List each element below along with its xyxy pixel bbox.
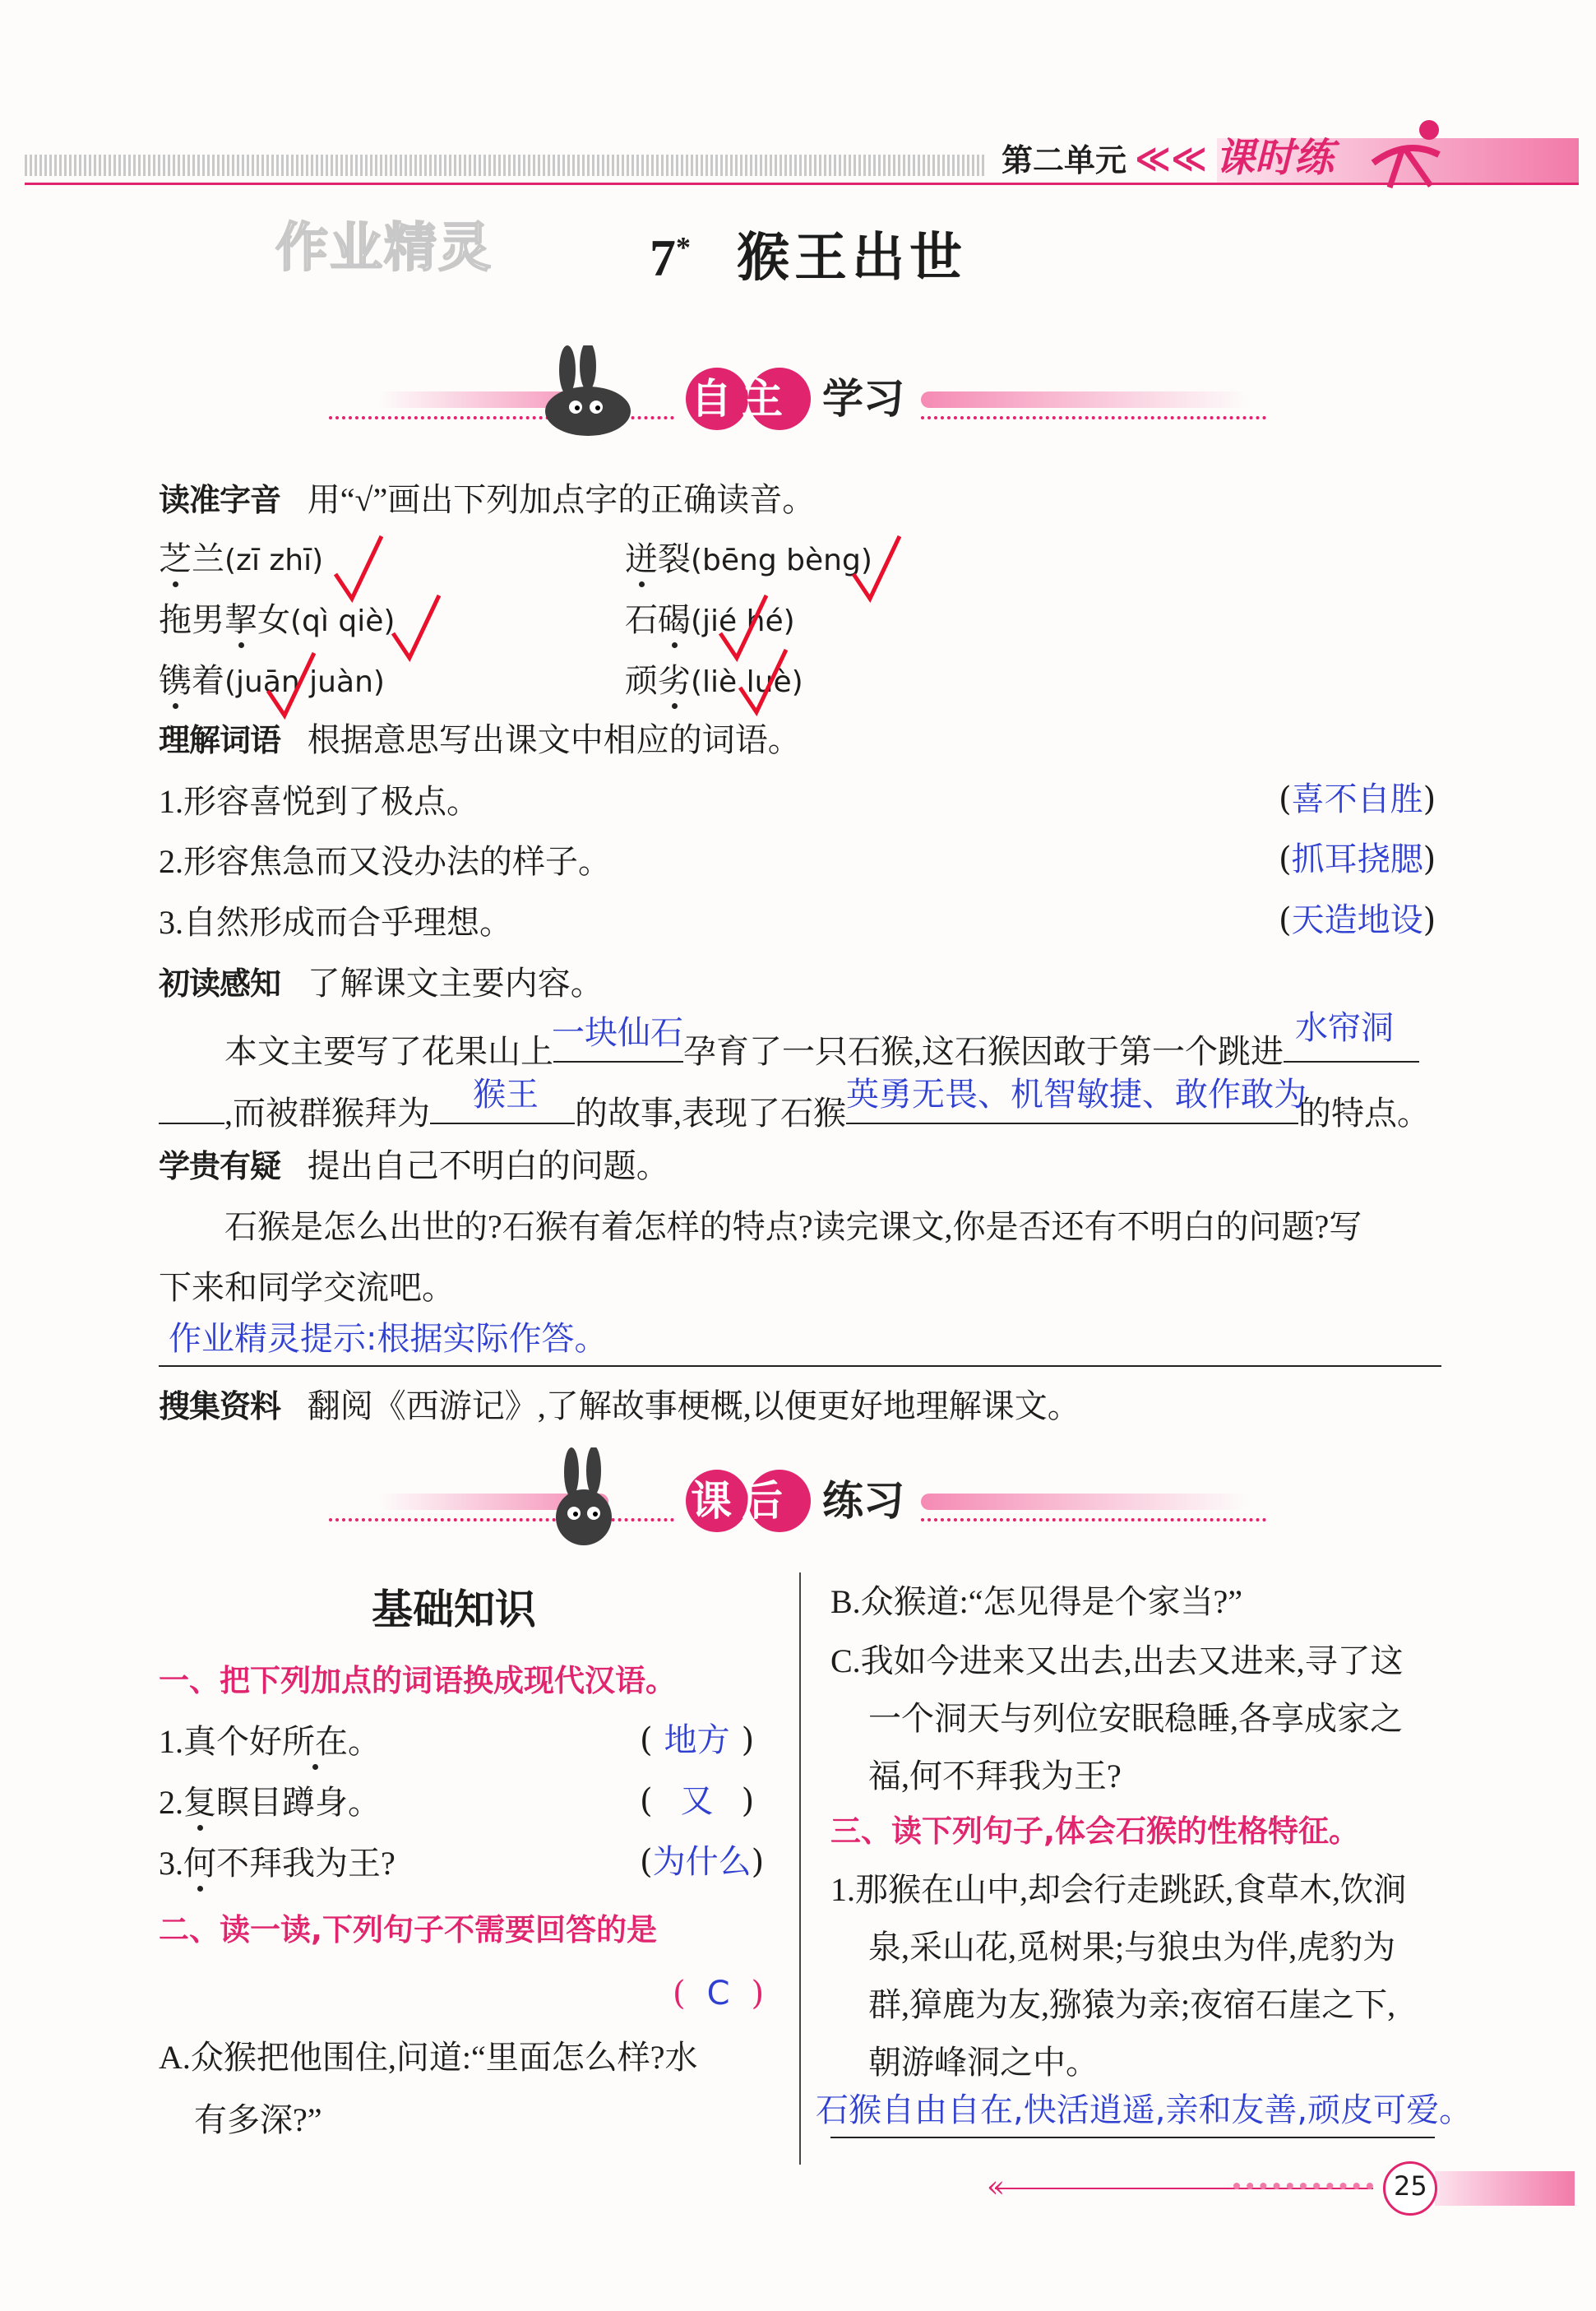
q1-answer-3: (为什么) xyxy=(640,1843,765,1881)
q2-title: 二、读一读,下列句子不需要回答的是 xyxy=(159,1912,658,1947)
dot-char: 碣 xyxy=(658,601,691,638)
s3-answer-1: 一块仙石 xyxy=(552,1014,683,1052)
q2-answer: ( C ) xyxy=(673,1975,765,2012)
s3-instruction: 了解课文主要内容。 xyxy=(307,965,604,1002)
check-mark-icon xyxy=(733,646,791,720)
banner-dots-right xyxy=(921,416,1266,419)
s2-a3: (天造地设) xyxy=(1279,901,1436,939)
q1-answer-1: ( 地方 ) xyxy=(640,1721,755,1759)
banner-title-a: 课后 xyxy=(691,1477,793,1525)
pinyin-options: (zī zhī) xyxy=(224,544,324,577)
q2-option-b: B.众猴道:“怎见得是个家当?” xyxy=(830,1583,1243,1620)
s2-q2: 2.形容焦急而又没办法的样子。 xyxy=(159,843,611,880)
s4-label: 学贵有疑 xyxy=(159,1148,281,1184)
banner-title-b: 练习 xyxy=(822,1477,904,1525)
footer-pink-band xyxy=(1435,2171,1575,2206)
s4-row xyxy=(159,1147,669,1184)
s3-para-line2: ,而被群猴拜为 猴王 的故事,表现了石猴 英勇无畏、机智敏捷、敢作敢为 的特点。 xyxy=(159,1090,1430,1130)
page-number: 25 xyxy=(1394,2170,1427,2202)
s3-answer-3: 猴王 xyxy=(473,1076,539,1114)
s4-instruction: 提出自己不明白的问题。 xyxy=(307,1147,669,1184)
banner-badge xyxy=(682,362,913,436)
banner-after-class xyxy=(329,1447,1266,1554)
dot-char: 劣 xyxy=(658,662,691,699)
q3-line4: 朝游峰洞之中。 xyxy=(868,2044,1099,2081)
pinyin-item-6: 顽劣(liè luè) xyxy=(625,662,803,699)
pinyin-item-4: 石碣(jié hé) xyxy=(625,601,795,638)
q1-answer-2: ( 又 ) xyxy=(640,1782,755,1820)
s4-answer: 作业精灵提示:根据实际作答。 xyxy=(169,1320,608,1358)
dot-char: 镌 xyxy=(159,662,192,699)
s2-q3: 3.自然形成而合乎理想。 xyxy=(159,904,512,941)
q1-title: 一、把下列加点的词语换成现代汉语。 xyxy=(159,1663,676,1698)
q3-line3: 群,獐鹿为友,猕猿为亲;夜宿石崖之下, xyxy=(868,1986,1396,2023)
check-mark-icon xyxy=(329,533,386,607)
s1-label: 读准字音 xyxy=(159,482,281,518)
s2-a2: (抓耳挠腮) xyxy=(1279,841,1436,878)
q2-option-a-line2: 有多深?” xyxy=(194,2101,322,2138)
q2-option-c-line1: C.我如今进来又出去,出去又进来,寻了这 xyxy=(830,1642,1404,1679)
column-divider xyxy=(799,1572,801,2165)
lesson-number: 7 xyxy=(650,229,676,287)
basics-title: 基础知识 xyxy=(372,1586,536,1633)
q2-option-a-line1: A.众猴把他围住,问道:“里面怎么样?水 xyxy=(159,2039,698,2076)
header-rule xyxy=(25,183,1579,185)
banner-title-a: 自主 xyxy=(691,375,793,423)
running-figure-icon xyxy=(1357,113,1455,196)
s2-a1: (喜不自胜) xyxy=(1279,780,1436,818)
s4-line1: 石猴是怎么出世的?石猴有着怎样的特点?读完课文,你是否还有不明白的问题?写 xyxy=(224,1208,1362,1245)
pinyin-options: (jié hé) xyxy=(691,604,795,638)
pinyin-item-3: 拖男挈女(qì qiè) xyxy=(159,601,396,638)
s1-row xyxy=(159,481,816,518)
header-series: 课时练 xyxy=(1215,135,1335,181)
banner-dots-right xyxy=(921,1518,1266,1521)
footer-arrow-head: « xyxy=(987,2170,1006,2204)
q3-answer: 石猴自由自在,快活逍遥,亲和友善,顽皮可爱。 xyxy=(816,2091,1473,2129)
lesson-title xyxy=(650,229,967,287)
s5-row xyxy=(159,1387,1080,1424)
check-mark-icon xyxy=(261,650,319,724)
q3-line2: 泉,采山花,觅树果;与狼虫为伴,虎豹为 xyxy=(868,1929,1396,1966)
header-unit: 第二单元 xyxy=(1002,142,1127,178)
footer-dots xyxy=(1233,2183,1373,2189)
q2-option-c-line3: 福,何不拜我为王? xyxy=(868,1758,1122,1795)
s5-instruction: 翻阅《西游记》,了解故事梗概,以便更好地理解课文。 xyxy=(307,1387,1080,1424)
q3-answer-line xyxy=(830,2137,1435,2138)
s4-line2: 下来和同学交流吧。 xyxy=(159,1269,455,1306)
pinyin-options: (qì qiè) xyxy=(290,604,396,638)
lesson-name: 猴王出世 xyxy=(737,229,967,287)
s2-q1: 1.形容喜悦到了极点。 xyxy=(159,783,479,820)
s3-row xyxy=(159,967,604,1000)
dot-char: 迸 xyxy=(625,540,658,577)
s3-answer-2: 水帘洞 xyxy=(1295,1009,1394,1047)
banner-self-study xyxy=(329,345,1266,452)
banner-wave-right xyxy=(921,391,1250,408)
watermark: 作业精灵 xyxy=(275,218,493,279)
banner-title-b: 学习 xyxy=(822,375,904,423)
dot-char: 挈 xyxy=(224,601,257,638)
q3-title: 三、读下列句子,体会石猴的性格特征。 xyxy=(830,1813,1360,1849)
banner-wave-right xyxy=(921,1494,1250,1510)
header-stripe xyxy=(25,155,987,176)
s2-row xyxy=(159,721,801,758)
pinyin-item-5: 镌着(juān juàn) xyxy=(159,662,385,699)
check-mark-icon xyxy=(847,533,904,607)
s1-instruction: 用“√”画出下列加点字的正确读音。 xyxy=(307,481,816,518)
lesson-star: * xyxy=(676,230,691,264)
rabbit-icon xyxy=(526,1447,641,1554)
s2-instruction: 根据意思写出课文中相应的词语。 xyxy=(307,721,801,758)
q2-option-c-line2: 一个洞天与列位安眠稳睡,各享成家之 xyxy=(868,1700,1403,1737)
pinyin-options: (liè luè) xyxy=(691,665,803,699)
header-arrows: ≪≪ xyxy=(1135,138,1207,178)
dot-char: 芝 xyxy=(159,540,192,577)
q1-item-2: 2.复瞑目蹲身。 xyxy=(159,1784,381,1821)
pinyin-options: (juān juàn) xyxy=(224,665,385,699)
s3-label: 初读感知 xyxy=(159,966,281,1002)
s3-answer-4: 英勇无畏、机智敏捷、敢作敢为 xyxy=(846,1076,1307,1114)
q1-item-1: 1.真个好所在。 xyxy=(159,1723,381,1760)
q1-item-3: 3.何不拜我为王? xyxy=(159,1845,396,1882)
q3-line1: 1.那猴在山中,却会行走跳跃,食草木,饮涧 xyxy=(830,1871,1406,1908)
rabbit-icon xyxy=(518,345,658,452)
s3-para-line1: 本文主要写了花果山上 一块仙石 孕育了一只石猴,这石猴因敢于第一个跳进 水帘洞 xyxy=(224,1028,1419,1068)
banner-badge xyxy=(682,1464,913,1538)
s5-label: 搜集资料 xyxy=(159,1388,281,1424)
pinyin-item-2: 迸裂(bēng bèng) xyxy=(625,540,872,577)
s4-answer-line xyxy=(159,1365,1441,1367)
check-mark-icon xyxy=(386,592,444,666)
pinyin-options: (bēng bèng) xyxy=(691,544,872,577)
pinyin-item-1: 芝兰(zī zhī) xyxy=(159,540,324,577)
s2-label: 理解词语 xyxy=(159,722,281,758)
